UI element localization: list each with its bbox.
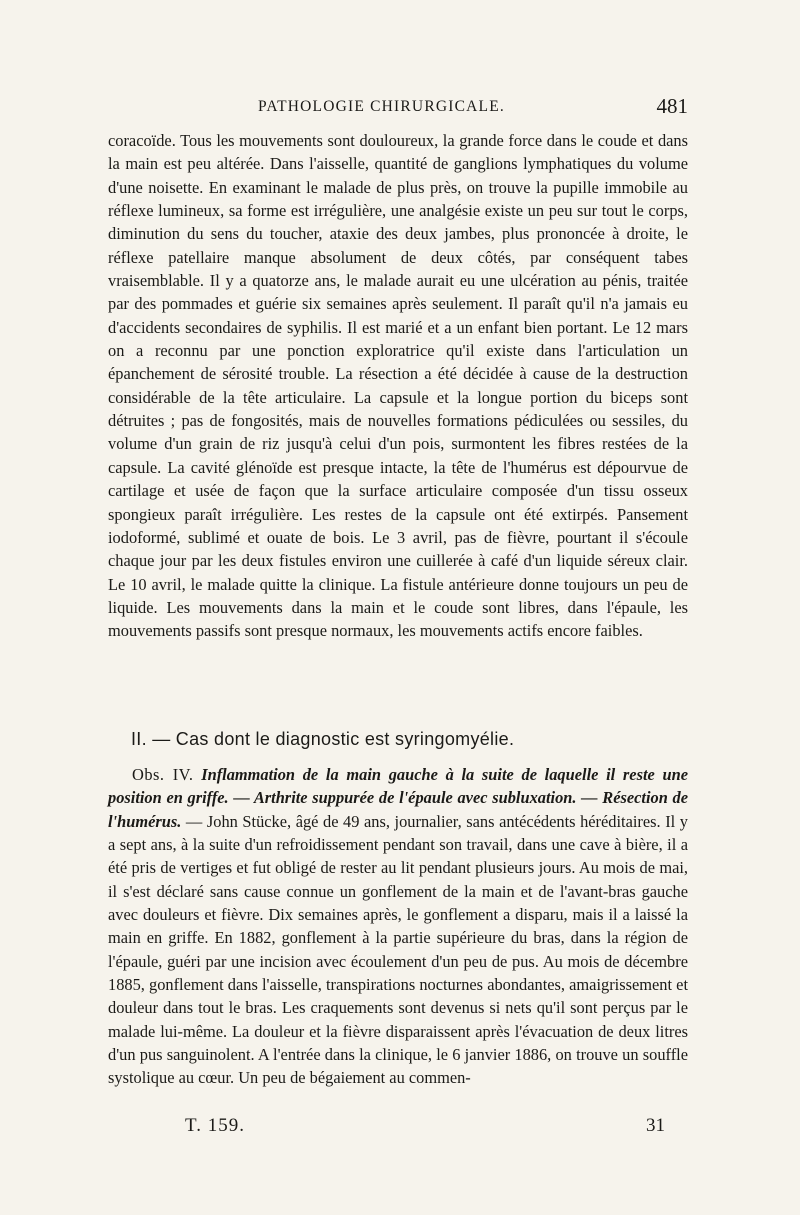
sheet-number: 31: [646, 1115, 665, 1136]
observation-title: Inflammation de la main gauche à la suite de laquelle il reste une position en griffe. — Arthrite suppurée de l'épaule avec subluxation. — Résection de l'humérus.: [108, 765, 688, 831]
section-heading: II. — Cas dont le diagnostic est syringomyélie.: [131, 729, 515, 749]
running-head: PATHOLOGIE CHIRURGICALE.: [258, 98, 505, 115]
observation-paragraph: [108, 763, 688, 1090]
observation-label: Obs. IV.: [132, 765, 194, 784]
observation-text: — John Stücke, âgé de 49 ans, journalier, sans antécédents héréditaires. Il y a sept ans, à la suite d'un refroidissement pendant son travail, dans une cave à bière, il a été pris de vertiges et fut obligé de rester au lit pendant plusieurs jours. Au mois de mai, il s'est déclaré sans cause connue un gonflement de la main et de l'avant-bras gauche avec douleurs et fièvre. Dix semaines après, le gonflement a disparu, mais il a laissé la main en griffe. En 1882, gonflement à la partie supérieure du bras, dans la région de l'épaule, guéri par une incision avec écoulement d'un peu de pus. Au mois de décembre 1885, gonflement dans l'aisselle, transpirations nocturnes abondantes, amaigrissement et douleur dans tout le bras. Les craquements sont devenus si nets qu'il sont perçus par le malade lui-même. La douleur et la fièvre disparaissent après l'évacuation de deux litres d'un pus sanguinolent. A l'entrée dans la clinique, le 6 janvier 1886, on trouve un souffle systolique au cœur. Un peu de bégaiement au commen-: [108, 811, 688, 1088]
signature-mark: T. 159.: [185, 1115, 245, 1136]
body-text: [108, 129, 688, 643]
paragraph: coracoïde. Tous les mouvements sont douloureux, la grande force dans le coude et dans la main est peu altérée. Dans l'aisselle, quantité de ganglions lymphatiques du volume d'une noisette. En examinant le malade de plus près, on trouve la pupille immobile au réflexe lumineux, sa forme est irrégulière, une analgésie existe un peu sur tout le corps, diminution du sens du toucher, ataxie des deux jambes, plus prononcée à droite, le réflexe patellaire manque absolument de deux côtés, par conséquent tabes vraisemblable. Il y a quatorze ans, le malade aurait eu une ulcération au pénis, traitée par des pommades et guérie six semaines après seulement. Il paraît qu'il n'a jamais eu d'accidents secondaires de syphilis. Il est marié et a un enfant bien portant. Le 12 mars on a reconnu par une ponction exploratrice qu'il existe dans l'articulation un épanchement de sérosité trouble. La résection a été décidée à cause de la destruction considérable de la tête articulaire. La capsule et la longue portion du biceps sont détruites ; pas de fongosités, mais de nouvelles formations pédiculées ou sessiles, du volume d'un grain de riz jusqu'à celui d'un pois, surmontent les fibres restées de la capsule. La cavité glénoïde est presque intacte, la tête de l'humérus est dépourvue de cartilage et usée de façon que la surface articulaire composée d'un tissu osseux spongieux paraît irrégulière. Les restes de la capsule ont été extirpés. Pansement iodoformé, sublimé et ouate de bois. Le 3 avril, pas de fièvre, pourtant il s'écoule chaque jour par les deux fistules environ une cuillerée à café d'un liquide séreux clair. Le 10 avril, le malade quitte la clinique. La fistule antérieure donne toujours un peu de liquide. Les mouvements dans la main et le coude sont libres, dans l'épaule, les mouvements passifs sont presque normaux, les mouvements actifs encore faibles.: [108, 131, 688, 641]
page-header: [108, 94, 688, 124]
page-number: 481: [656, 94, 688, 118]
page-footer: [185, 1115, 665, 1145]
